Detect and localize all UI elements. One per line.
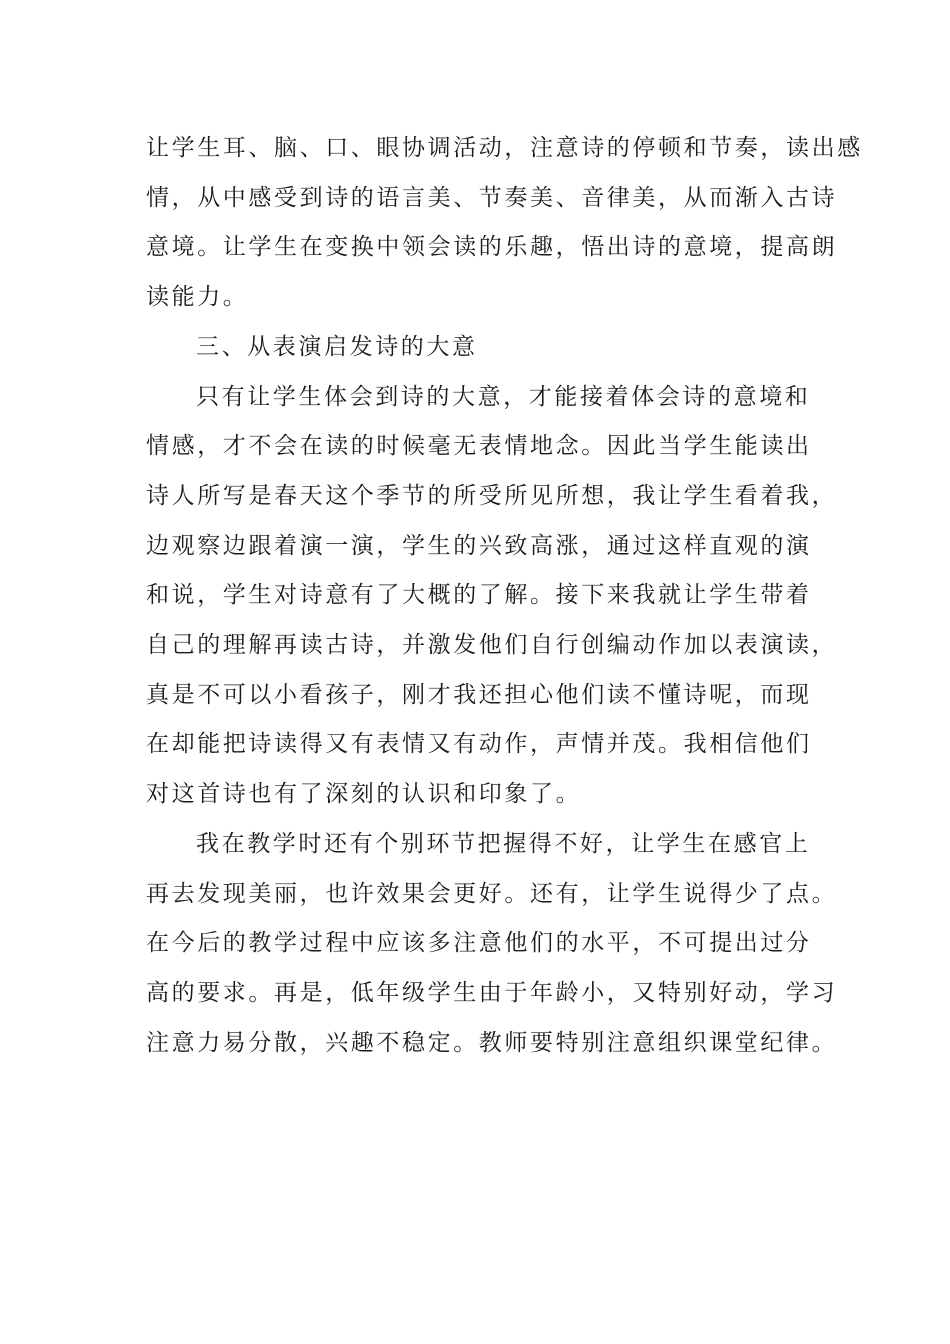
text-line: 注意力易分散，兴趣不稳定。教师要特别注意组织课堂纪律。 (146, 1029, 838, 1056)
section-heading: 三、从表演启发诗的大意 (196, 333, 478, 360)
text-line: 意境。让学生在变换中领会读的乐趣，悟出诗的意境，提高朗 (146, 234, 838, 261)
text-line: 诗人所写是春天这个季节的所受所见所想，我让学生看着我， (146, 482, 838, 509)
text-line: 边观察边跟着演一演，学生的兴致高涨，通过这样直观的演 (146, 532, 812, 559)
text-line: 再去发现美丽，也许效果会更好。还有，让学生说得少了点。 (146, 880, 838, 907)
text-line: 情感，才不会在读的时候毫无表情地念。因此当学生能读出 (146, 433, 812, 460)
text-line: 在却能把诗读得又有表情又有动作，声情并茂。我相信他们 (146, 731, 812, 758)
text-line: 和说，学生对诗意有了大概的了解。接下来我就让学生带着 (146, 582, 812, 609)
document-body (146, 124, 863, 1068)
text-line: 真是不可以小看孩子，刚才我还担心他们读不懂诗呢，而现 (146, 681, 812, 708)
text-line: 自己的理解再读古诗，并激发他们自行创编动作加以表演读， (146, 632, 838, 659)
text-line: 高的要求。再是，低年级学生由于年龄小，又特别好动，学习 (146, 979, 838, 1006)
text-line: 对这首诗也有了深刻的认识和印象了。 (146, 781, 582, 808)
text-line: 在今后的教学过程中应该多注意他们的水平，不可提出过分 (146, 930, 812, 957)
text-line: 只有让学生体会到诗的大意，才能接着体会诗的意境和 (196, 383, 811, 410)
text-line: 让学生耳、脑、口、眼协调活动，注意诗的停顿和节奏，读出感 (146, 135, 863, 161)
text-line: 情，从中感受到诗的语言美、节奏美、音律美，从而渐入古诗 (146, 184, 838, 211)
text-line: 我在教学时还有个别环节把握得不好，让学生在感官上 (196, 830, 811, 857)
text-line: 读能力。 (146, 284, 249, 311)
